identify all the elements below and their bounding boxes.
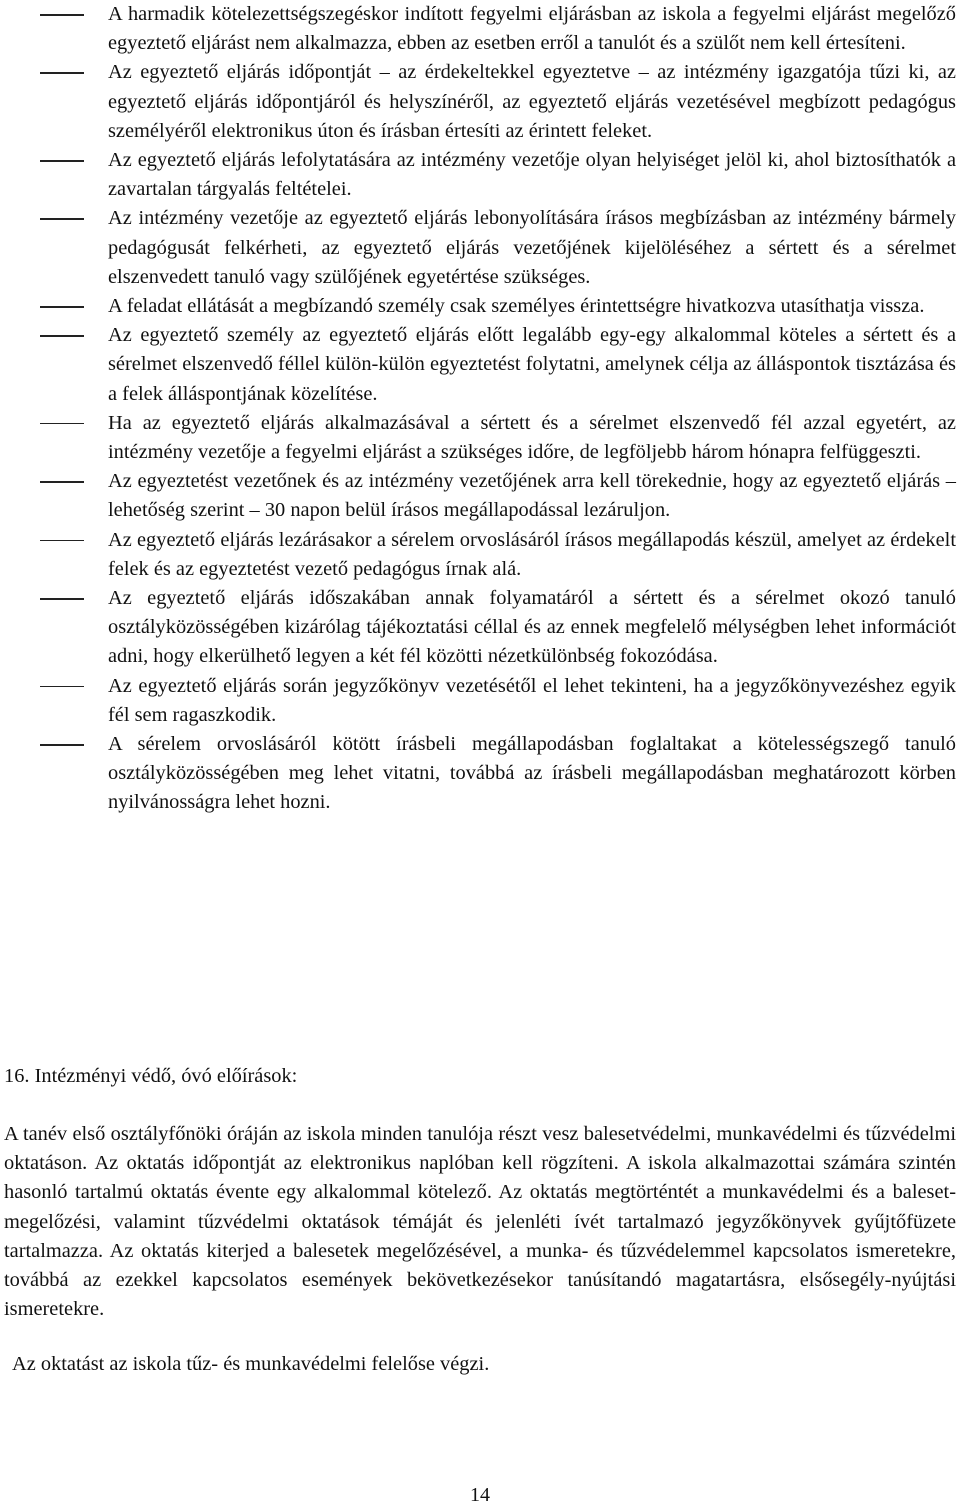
dash-marker-icon [40, 744, 84, 746]
list-item-text: Az egyeztető személy az egyeztető eljárás előtt legalább egy-egy alkalommal köteles a sértett és a sérelmet elszenvedő féllel külön-külön egyeztetést folytatni, amelynek célja az álláspontok tisztázása és a felek álláspontjának közelítése. [108, 324, 956, 405]
dash-marker-icon [40, 218, 84, 220]
page-number: 14 [470, 1484, 490, 1506]
dash-marker-icon [40, 686, 84, 688]
section-paragraph: A tanév első osztályfőnöki óráján az iskola minden tanulója részt vesz balesetvédelmi, munkavédelmi és tűzvédelmi oktatáson. Az oktatás időpontját az elektronikus naplóban kell rögzíteni. A iskola alkalmazottai számára szintén hasonló tartalmú oktatás évente egy alkalommal kötelező. Az oktatás megtörténtét a munkavédelmi és a baleset-megelőzési, valamint tűzvédelmi oktatások témáját és jelenléti ívét tartalmazó jegyzőkönyvek gyűjtőfüzete tartalmazza. Az oktatás kiterjed a balesetek megelőzésével, a munka- és tűzvédelemmel kapcsolatos ismeretekre, továbbá az ezekkel kapcsolatos események bekövetkezésekor tanúsítandó magatartásra, elsősegély-nyújtási ismeretekre. [4, 1123, 956, 1321]
dash-marker-icon [40, 598, 84, 600]
dash-marker-icon [40, 423, 84, 425]
section-heading: 16. Intézményi védő, óvó előírások: [4, 1065, 298, 1087]
list-item-text: Az egyeztető eljárás lezárásakor a sérelem orvoslásáról írásos megállapodás készül, amelyet az érdekelt felek és az egyeztetést vezető pedagógus írnak alá. [108, 528, 956, 580]
list-item-text: Az egyeztető eljárás időszakában annak folyamatáról a sértett és a sérelmet okozó tanuló osztályközösségében kizárólag tájékoztatási céllal és az ennek megfelelő mélységben lehet információt adni, hogy elkerülhető legyen a két fél közötti nézetkülönbség fokozódása. [108, 587, 956, 668]
list-item [0, 409, 960, 467]
list-item-text: A feladat ellátását a megbízandó személy csak személyes érintettségre hivatkozva utasíthatja vissza. [108, 295, 925, 318]
list-item-text: Az egyeztető eljárás során jegyzőkönyv vezetésétől el lehet tekinteni, ha a jegyzőkönyvezéshez egyik fél sem ragaszkodik. [108, 674, 956, 726]
list-item-text: A harmadik kötelezettségszegéskor indított fegyelmi eljárásban az iskola a fegyelmi eljárást megelőző egyeztető eljárást nem alkalmazza, ebben az esetben erről a tanulót és a szülőt nem kell értesíteni. [108, 3, 956, 55]
dash-marker-icon [40, 72, 84, 74]
list-item-text: Az intézmény vezetője az egyeztető eljárás lebonyolítására írásos megbízásban az intézmény bármely pedagógusát felkérheti, az egyeztető eljárás vezetőjének kijelöléséhez a sértett és a sérelmet elszenvedett tanuló vagy szülőjének egyetértése szükséges. [108, 207, 956, 288]
list-item-text: Ha az egyeztető eljárás alkalmazásával a sértett és a sérelmet elszenvedő fél azzal egyetért, az intézmény vezetője a fegyelmi eljárást a szükséges időre, de legföljebb három hónapra felfüggeszti. [108, 411, 956, 464]
closing-sentence: Az oktatást az iskola tűz- és munkavédelmi felelőse végzi. [12, 1353, 490, 1375]
list-item [0, 672, 960, 730]
list-item [0, 0, 960, 58]
dash-marker-icon [40, 14, 84, 16]
list-item-text: Az egyeztetést vezetőnek és az intézmény vezetőjének arra kell törekednie, hogy az egyeztető eljárás – lehetőség szerint – 30 napon belül írásos megállapodással lezáruljon. [108, 470, 956, 522]
list-item [0, 292, 960, 321]
list-item-text: Az egyeztető eljárás lefolytatására az intézmény vezetője olyan helyiséget jelöl ki, ahol biztosíthatók a zavartalan tárgyalás feltételei. [108, 149, 956, 201]
list-item [0, 467, 960, 525]
dash-marker-icon [40, 481, 84, 483]
dash-marker-icon [40, 335, 84, 337]
list-item [0, 321, 960, 409]
list-item-text: Az egyeztető eljárás időpontját – az érdekeltekkel egyeztetve – az intézmény igazgatója tűzi ki, az egyeztető eljárás időpontjáról és helyszínéről, az egyeztető eljárás vezetésével megbízott pedagógus személyéről elektronikus úton és írásban értesíti az érintett feleket. [108, 61, 956, 142]
list-item [0, 730, 960, 818]
list-item [0, 146, 960, 204]
list-item [0, 204, 960, 292]
dash-marker-icon [40, 540, 84, 542]
dash-marker-icon [40, 160, 84, 162]
list-item [0, 58, 960, 146]
list-item-text: A sérelem orvoslásáról kötött írásbeli megállapodásban foglaltakat a kötelességszegő tanuló osztályközösségében meg lehet vitatni, továbbá az írásbeli megállapodásban meghatározott körben nyilvánosságra lehet hozni. [108, 733, 956, 814]
list-item [0, 584, 960, 672]
dash-marker-icon [40, 306, 84, 308]
list-item [0, 526, 960, 584]
